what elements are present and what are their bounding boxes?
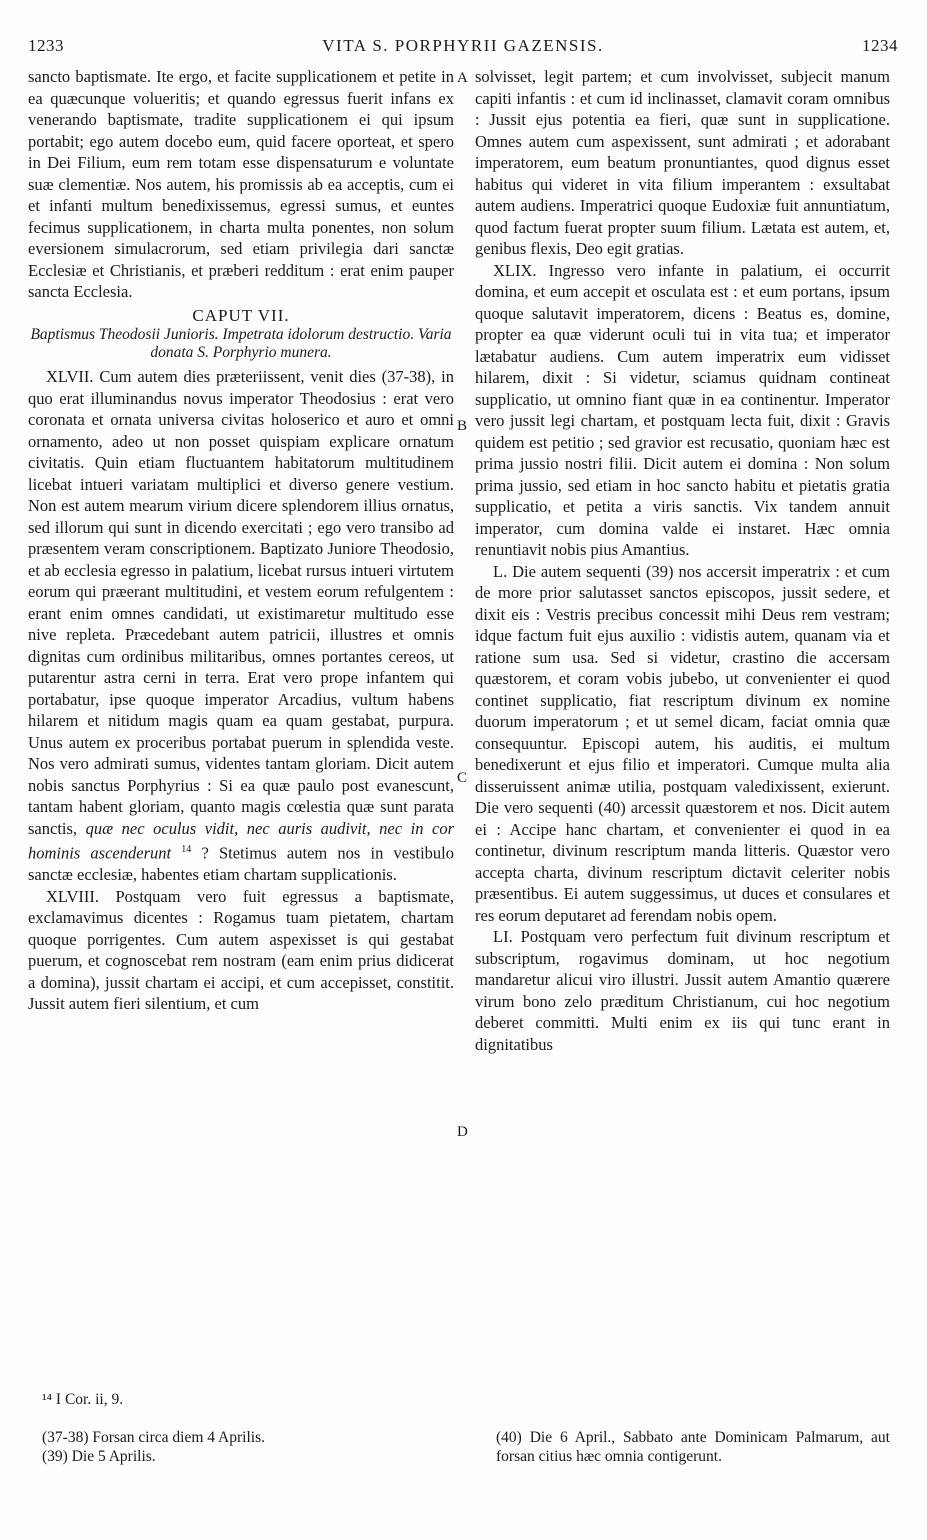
section-xlvii-end: ? Stetimus autem nos in vestibulo sanctæ ecclesiæ, habentes etiam chartam supplicationis.	[28, 843, 455, 884]
footnote-40: (40) Die 6 April., Sabbato ante Dominicam Palmarum, aut forsan citius hæc omnia contigerunt.	[496, 1429, 890, 1465]
section-xlvii-text: XLVII. Cum autem dies præteriissent, venit dies (37-38), in quo erat illuminandus novus imperator Theodosius : erat vero coronata et ornata universa civitas holoserico et auro et omni ornamento, adeo ut non posset quispiam explicare ornatum civitatis. Quin etiam fluctuantem habitatorum multitudinem licebat intueri variatam multiplici et diverso genere vestium. Non est autem mearum virium dicere splendorem illius ornatus, sed illorum qui sunt in dicendo exercitati ; ego vero transibo ad præsentem veram conscriptionem. Baptizato Juniore Theodosio, et ab ecclesia egresso in palatium, licebat rursus intueri virtutem eorum qui præerant multitudini, et vestem eorum refulgentem : erant enim omnes candidati, ut existimaretur multitudo esse nive repleta. Præcedebant autem patricii, illustres et omnis dignitas cum ordinibus militaribus, omnes portantes cereos, ut putarentur astra cerni in terra. Erat vero prope infantem qui portabatur, ipse quoque imperator Arcadius, vultum habens hilarem et nitidum magis quam ea quam gestabat, purpura. Unus autem ex proceribus portabat puerum in splendida veste. Nos vero admirati sumus, videntes tantam gloriam. Dicit autem nobis sanctus Porphyrius : Si ea quæ paulo post evanescunt, tantam habent gloriam, quanto magis cœlestia quæ sunt parata sanctis,	[28, 367, 454, 838]
section-xlviii: XLVIII. Postquam vero fuit egressus a baptismate, exclamavimus dicentes : Rogamus tuam pietatem, chartam quoque porrigentes. Cum autem aspexisset is qui gestabat puerum, et cognoscebat rem nostram (eam enim prius didicerat a domina), jussit chartam ei accipi, et cum accepisset, constitit. Jussit autem fieri silentium, et cum	[28, 886, 454, 1013]
page-number-left: 1233	[28, 36, 64, 55]
chapter-summary: Baptismus Theodosii Junioris. Impetrata idolorum destructio. Varia donata S. Porphyrio munera.	[30, 326, 452, 361]
section-li: LI. Postquam vero perfectum fuit divinum rescriptum et subscriptum, rogavimus dominam, ut hoc negotium mandaretur alicui viro illustri. Jussit autem Amantio quærere virum bono zelo præditum Christianum, cui hoc negotium deberet committi. Multi enim ex iis qui tunc erant in dignitatibus	[475, 927, 890, 1054]
running-title: VITA S. PORPHYRII GAZENSIS.	[322, 36, 604, 55]
margin-letter-d: D	[457, 1124, 468, 1140]
margin-letter-b: B	[457, 418, 468, 434]
footnote-14: ¹⁴ I Cor. ii, 9.	[42, 1391, 124, 1408]
running-header	[28, 36, 898, 60]
left-column	[28, 66, 454, 1015]
section-xlvii	[28, 366, 454, 886]
footnote-37-38: (37-38) Forsan circa diem 4 Aprilis.	[42, 1429, 265, 1446]
chapter-title: CAPUT VII.	[192, 305, 290, 325]
right-column	[475, 66, 890, 1055]
right-paragraph-1: solvisset, legit partem; et cum involvisset, subjecit manum capiti infantis : et cum id inclinasset, clamavit coram omnibus : Jussit ejus potentia ea fieri, quæ sunt in supplicatione. Omnes autem cum aspexissent, sunt admirati ; et adorabant imperatorem, eum beatum pronuntiantes, quod dignus esset habitus qui videret in vita filium imperantem : exsultabat autem audiens. Imperatrici quoque Eudoxiæ fuit annuntiatum, quod factum fuerat propter suum filium. Lætata est autem, et, genibus flexis, Deo egit gratias.	[475, 67, 890, 258]
page-number-right: 1234	[862, 36, 898, 55]
margin-letter-a: A	[457, 70, 468, 86]
footnotes-left	[42, 1428, 452, 1466]
left-paragraph-1: sancto baptismate. Ite ergo, et facite supplicationem et petite in ea quæcunque volueritis; et quando egressus fuerit infans ex venerando baptismate, tradite supplicationem ei qui ipsum portabit; ego autem docebo eum, quid facere oporteat, et spero in Dei Filium, eum rem totam esse dispensaturum e voluntate suæ clementiæ. Nos autem, his promissis ab ea acceptis, cum ei et infanti multum benedixissemus, egressi sumus, et euntes fecimus supplicationem, in charta multa ponentes, non solum eversionem simulacrorum, sed etiam privilegia dari sanctæ Ecclesiæ et Christianis, et præberi redditum : erat enim pauper sancta Ecclesia.	[28, 67, 454, 301]
section-l: L. Die autem sequenti (39) nos accersit imperatrix : et cum de more prior salutasset sanctos episcopos, jussit sedere, et dixit eis : Vestris precibus concessit mihi Deus rem vestram; idque factum fuit ejus auxilio : vidistis autem, quanam via et ratione sum usa. Sed si videtur, crastino die accersam quæstorem, et coram vobis jubebo, ut convenienter ei quod continet supplicatio, fiat rescriptum divinum ex nomine duorum imperatorum ; et ut semel dicam, faciat omnia quæ consequuntur. Episcopi autem, his auditis, ei multum benedixerunt et ejus filio et imperatori. Cumque multa alia disseruissent animæ utilia, postquam valedixissent, exierunt. Die vero sequenti (40) arcessit quæstorem et nos. Dicit autem ei : Accipe hanc chartam, et convenienter ei quod in ea continetur, divinum rescriptum manda litteris. Quæstor vero accepta charta, divinum rescriptum dictavit celeriter nobis præsentibus. Ei autem suggessimus, ut duces et consulares et res eorum deputaret ad ferendam nobis opem.	[475, 561, 890, 925]
footnote-39: (39) Die 5 Aprilis.	[42, 1448, 156, 1465]
footnote-ref-14: 14	[181, 844, 192, 855]
section-xlix: XLIX. Ingresso vero infante in palatium, ei occurrit domina, et eum accepit et osculata est : et eum portans, ipsum quoque salutavit imperatorem, dicens : Beatus es, domine, propter ea quæ viderunt oculi tui in vita tua; et imperator lætabatur audiens. Cum autem imperatrix eum vidisset hilarem, dixit : Si videtur, sciamus quidnam contineat supplicatio, ut omnino fiant quæ in ea continentur. Imperator vero jussit legi chartam, et postquam lecta fuit, dixit : Gravis quidem est petitio ; sed gravior est recusatio, quoniam hæc est prima jussio nostri filii. Dicit autem ei domina : Non solum prima jussio, sed etiam in hoc sancto habitu et pietatis gratia supplicatio, et petita a viris sanctis. Vix tandem annuit imperator, cum domina valde ei instaret. Hæc omnia renuntiavit nobis pius Amantius.	[475, 260, 890, 559]
scripture-quote: quæ nec oculus vidit, nec auris audivit, nec in cor hominis ascenderunt	[28, 818, 455, 863]
margin-letter-c: C	[457, 770, 468, 786]
